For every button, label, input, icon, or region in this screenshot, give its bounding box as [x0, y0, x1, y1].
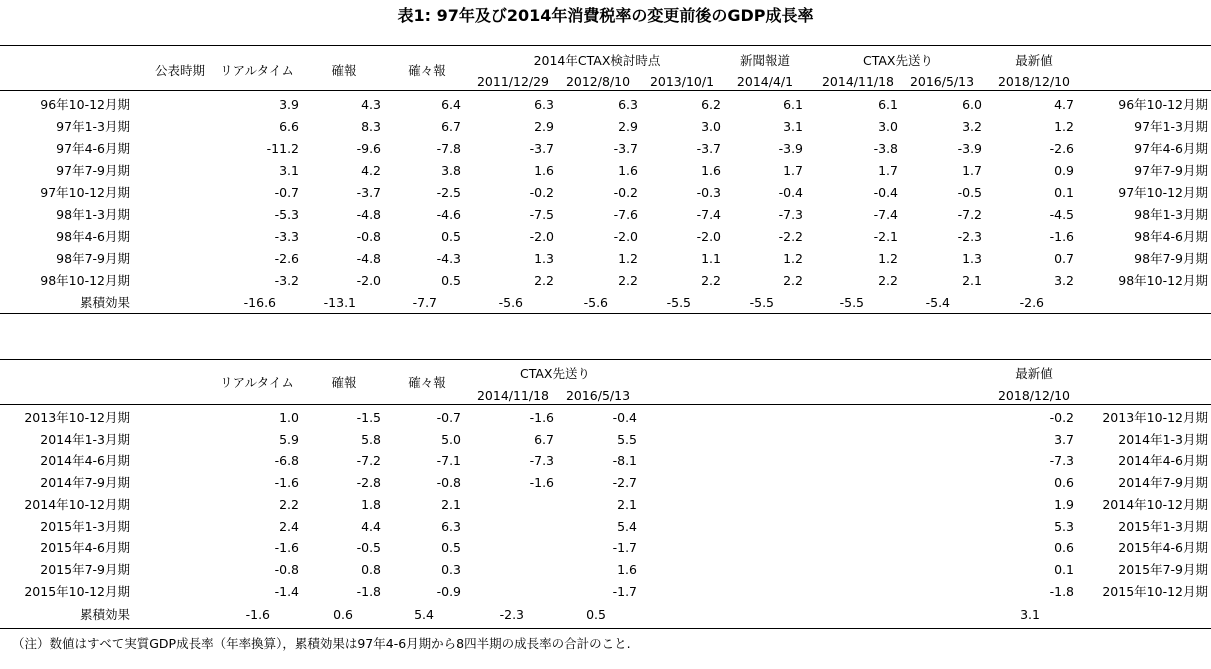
table2-cell: 1.9	[1054, 496, 1074, 512]
table2-top-border	[0, 359, 1211, 360]
table2-cell: 1.8	[361, 496, 381, 512]
table1-cell: 3.1	[783, 119, 803, 134]
table2-cell: -7.1	[436, 453, 461, 469]
table1-row-label: 98年4-6月期	[56, 229, 130, 244]
table1-cell: 1.3	[534, 251, 554, 266]
table1-cell: 1.7	[878, 163, 898, 178]
table1-cell: 3.0	[701, 119, 721, 134]
table2-cumulative-cell: 0.5	[586, 607, 606, 622]
table2-cell: 6.7	[534, 431, 554, 447]
table1-cell: 2.2	[783, 273, 803, 288]
table1-cell: -7.6	[613, 207, 638, 222]
table2-cell: 5.3	[1054, 518, 1074, 534]
table1-cell: -3.2	[274, 273, 299, 288]
table2-row-label-right: 2015年1-3月期	[1118, 518, 1208, 534]
table1-cell: 1.1	[701, 251, 721, 266]
table1-cell: 4.7	[1054, 97, 1074, 112]
table1-cell: -4.8	[356, 207, 381, 222]
table2-cell: 1.0	[279, 410, 299, 425]
table1-row-label-right: 97年4-6月期	[1134, 141, 1208, 156]
table1-cell: -3.7	[529, 141, 554, 156]
table1-cell: 6.1	[878, 97, 898, 112]
table2-cumulative-cell: 0.6	[333, 607, 353, 622]
table1-cell: -0.7	[274, 185, 299, 200]
table1-cell: -0.2	[529, 185, 554, 200]
table1-cumulative-cell: -5.5	[839, 295, 864, 310]
table2-cell: -1.7	[612, 583, 637, 599]
table1-cumulative-cell: -5.6	[498, 295, 523, 310]
table2-date-0: 2014/11/18	[476, 388, 550, 403]
table1-cell: 0.5	[441, 273, 461, 288]
table2-row-label-right: 2015年10-12月期	[1102, 583, 1208, 599]
table1-cumulative-cell: -5.5	[666, 295, 691, 310]
table2-cell: -2.7	[612, 475, 637, 491]
table1-cell: 1.7	[962, 163, 982, 178]
table1-cell: 1.3	[962, 251, 982, 266]
table2-row-label: 2013年10-12月期	[24, 410, 130, 425]
table1-row-label-right: 97年10-12月期	[1118, 185, 1208, 200]
table1-header-latest: 最新値	[1015, 53, 1053, 68]
table2-cell: -0.8	[436, 475, 461, 491]
table1-cell: -7.3	[778, 207, 803, 222]
table2-cell: -1.8	[1049, 583, 1074, 599]
table1-cell: -1.6	[1049, 229, 1074, 244]
table1-cell: 2.2	[701, 273, 721, 288]
table2-cell: -6.8	[274, 453, 299, 469]
table2-cell: 2.1	[617, 496, 637, 512]
table1-row-label-right: 97年7-9月期	[1134, 163, 1208, 178]
table1-cell: 2.9	[618, 119, 638, 134]
table1-row-label: 98年1-3月期	[56, 207, 130, 222]
table1-cell: -2.0	[529, 229, 554, 244]
table1-row-label-right: 98年1-3月期	[1134, 207, 1208, 222]
table1-cell: -4.6	[436, 207, 461, 222]
table2-cell: -0.7	[436, 410, 461, 425]
table1-cell: 3.2	[962, 119, 982, 134]
table1-cell: -3.7	[613, 141, 638, 156]
table2-cumulative-label: 累積効果	[79, 607, 130, 622]
table1-cumulative-cell: -5.6	[583, 295, 608, 310]
table1-row-label: 98年10-12月期	[40, 273, 130, 288]
table1-cell: 1.7	[783, 163, 803, 178]
table2-cell: -1.6	[274, 475, 299, 491]
table2-cell: 1.6	[617, 561, 637, 577]
table1-date-4: 2014/11/18	[821, 74, 895, 89]
table2-cell: 4.4	[361, 518, 381, 534]
table1-cell: -2.3	[957, 229, 982, 244]
table1-cell: 0.5	[441, 229, 461, 244]
table1-row-label: 98年7-9月期	[56, 251, 130, 266]
table1-date-0: 2011/12/29	[476, 74, 550, 89]
table1-cell: 1.6	[534, 163, 554, 178]
table1-row-label: 96年10-12月期	[40, 97, 130, 112]
table1-row-label: 97年1-3月期	[56, 119, 130, 134]
table2-row-label-right: 2013年10-12月期	[1102, 410, 1208, 425]
table1-header-kakuho: 確報	[331, 63, 357, 78]
table2-cell: 5.8	[361, 431, 381, 447]
table2-cell: 3.7	[1054, 431, 1074, 447]
table1-header-period: 公表時期	[154, 63, 205, 78]
table1-cell: -2.1	[873, 229, 898, 244]
table2-header-kakukaku: 確々報	[408, 375, 446, 390]
table1-cell: 4.2	[361, 163, 381, 178]
table1-cell: -9.6	[356, 141, 381, 156]
table2-date-2: 2018/12/10	[997, 388, 1071, 403]
table1-cell: 1.2	[783, 251, 803, 266]
table1-cell: -2.0	[613, 229, 638, 244]
table1-cell: 2.9	[534, 119, 554, 134]
table2-bottom-border	[0, 628, 1211, 629]
table1-cumulative-cell: -5.4	[925, 295, 950, 310]
table1-cell: 2.2	[878, 273, 898, 288]
table2-row-label: 2015年7-9月期	[40, 561, 130, 577]
table1-cell: -3.8	[873, 141, 898, 156]
table1-header-border	[0, 90, 1211, 91]
table2-row-label: 2014年1-3月期	[40, 431, 130, 447]
table2-cell: -1.4	[274, 583, 299, 599]
table1-cell: -7.4	[873, 207, 898, 222]
table2-cell: -0.4	[612, 410, 637, 425]
table2-cell: -8.1	[612, 453, 637, 469]
table2-header-border	[0, 404, 1211, 405]
table1-date-6: 2018/12/10	[997, 74, 1071, 89]
table1-cell: -2.0	[696, 229, 721, 244]
table1-cell: 1.2	[618, 251, 638, 266]
table2-cell: -0.5	[356, 540, 381, 556]
table2-row-label-right: 2015年7-9月期	[1118, 561, 1208, 577]
table1-cell: -0.4	[778, 185, 803, 200]
table1-date-1: 2012/8/10	[565, 74, 631, 89]
table1-cell: -7.2	[957, 207, 982, 222]
table2-cumulative-cell: -2.3	[499, 607, 524, 622]
table2-row-label-right: 2014年4-6月期	[1118, 453, 1208, 469]
table1-date-2: 2013/10/1	[649, 74, 715, 89]
table2-row-label: 2015年1-3月期	[40, 518, 130, 534]
document-title: 表1: 97年及び2014年消費税率の変更前後のGDP成長率	[397, 6, 814, 25]
table1-cell: 0.7	[1054, 251, 1074, 266]
table2-cell: -1.6	[529, 475, 554, 491]
table1-cell: 2.2	[534, 273, 554, 288]
table2-cell: -0.9	[436, 583, 461, 599]
table2-cell: 2.1	[441, 496, 461, 512]
table1-header-realtime: リアルタイム	[220, 63, 294, 78]
table1-cell: -0.8	[356, 229, 381, 244]
table2-cell: 0.6	[1054, 475, 1074, 491]
table1-row-label: 97年4-6月期	[56, 141, 130, 156]
table1-cell: 6.3	[618, 97, 638, 112]
table1-row-label: 97年10-12月期	[40, 185, 130, 200]
table2-cell: -2.8	[356, 475, 381, 491]
table2-cell: 0.8	[361, 561, 381, 577]
table2-row-label: 2014年7-9月期	[40, 475, 130, 491]
table1-cell: -7.5	[529, 207, 554, 222]
table1-row-label-right: 98年7-9月期	[1134, 251, 1208, 266]
table2-header-kakuho: 確報	[331, 375, 357, 390]
table1-cell: 3.1	[279, 163, 299, 178]
table1-cell: 3.9	[279, 97, 299, 112]
table1-cumulative-cell: -7.7	[412, 295, 437, 310]
table2-cumulative-cell: -1.6	[245, 607, 270, 622]
table1-cell: 6.7	[441, 119, 461, 134]
table1-cell: 4.3	[361, 97, 381, 112]
table1-cell: -0.4	[873, 185, 898, 200]
table1-cumulative-cell: -2.6	[1019, 295, 1044, 310]
table2-header-latest: 最新値	[1015, 366, 1053, 381]
table1-cell: 6.0	[962, 97, 982, 112]
table1-top-border	[0, 45, 1211, 46]
table2-cell: 0.1	[1054, 561, 1074, 577]
table2-row-label: 2015年10-12月期	[24, 583, 130, 599]
table2-cell: 2.4	[279, 518, 299, 534]
table1-cell: 6.2	[701, 97, 721, 112]
table2-cell: -1.7	[612, 540, 637, 556]
table2-cell: -1.8	[356, 583, 381, 599]
table2-cell: -1.6	[529, 410, 554, 425]
table2-cell: -7.3	[1049, 453, 1074, 469]
table1-bottom-border	[0, 313, 1211, 314]
table2-row-label-right: 2014年10-12月期	[1102, 496, 1208, 512]
table2-cell: -7.2	[356, 453, 381, 469]
table2-cell: 5.9	[279, 431, 299, 447]
table1-cell: 0.9	[1054, 163, 1074, 178]
table1-cell: -3.7	[696, 141, 721, 156]
table1-cell: 2.2	[618, 273, 638, 288]
table1-cell: 6.6	[279, 119, 299, 134]
table2-header-realtime: リアルタイム	[220, 375, 294, 390]
table1-cell: -4.5	[1049, 207, 1074, 222]
table2-row-label-right: 2015年4-6月期	[1118, 540, 1208, 556]
table2-cell: 5.5	[617, 431, 637, 447]
table1-cell: -7.8	[436, 141, 461, 156]
table1-cell: 6.3	[534, 97, 554, 112]
table1-row-label: 97年7-9月期	[56, 163, 130, 178]
table2-cell: 0.6	[1054, 540, 1074, 556]
table2-date-1: 2016/5/13	[565, 388, 631, 403]
table1-cell: 3.0	[878, 119, 898, 134]
table2-cumulative-cell: 5.4	[414, 607, 434, 622]
table1-cell: -2.2	[778, 229, 803, 244]
table1-cell: -2.6	[274, 251, 299, 266]
table1-cumulative-cell: -5.5	[749, 295, 774, 310]
table1-cell: 1.2	[878, 251, 898, 266]
table1-date-3: 2014/4/1	[736, 74, 794, 89]
table1-cell: -3.9	[778, 141, 803, 156]
table1-cell: 1.6	[701, 163, 721, 178]
table2-row-label-right: 2014年7-9月期	[1118, 475, 1208, 491]
table1-cell: 6.4	[441, 97, 461, 112]
table1-cell: -3.3	[274, 229, 299, 244]
table1-cell: 1.2	[1054, 119, 1074, 134]
table2-row-label: 2014年4-6月期	[40, 453, 130, 469]
table2-cell: 5.4	[617, 518, 637, 534]
table1-cell: 1.6	[618, 163, 638, 178]
table1-cell: 6.1	[783, 97, 803, 112]
table1-cell: -2.0	[356, 273, 381, 288]
table2-row-label: 2015年4-6月期	[40, 540, 130, 556]
table2-row-label-right: 2014年1-3月期	[1118, 431, 1208, 447]
table2-cell: 2.2	[279, 496, 299, 512]
table1-row-label-right: 98年4-6月期	[1134, 229, 1208, 244]
table1-row-label-right: 97年1-3月期	[1134, 119, 1208, 134]
table1-cumulative-cell: -16.6	[243, 295, 276, 310]
table1-cell: -0.2	[613, 185, 638, 200]
table1-cell: -4.8	[356, 251, 381, 266]
table2-cell: -1.6	[274, 540, 299, 556]
table2-cell: -7.3	[529, 453, 554, 469]
table1-cell: 2.1	[962, 273, 982, 288]
table1-cell: -5.3	[274, 207, 299, 222]
table1-cell: -7.4	[696, 207, 721, 222]
table1-cell: -11.2	[266, 141, 299, 156]
table1-cell: -3.9	[957, 141, 982, 156]
table2-cell: -1.5	[356, 410, 381, 425]
table1-row-label-right: 96年10-12月期	[1118, 97, 1208, 112]
table2-cell: -0.8	[274, 561, 299, 577]
table1-cell: -0.5	[957, 185, 982, 200]
table2-row-label: 2014年10-12月期	[24, 496, 130, 512]
table2-cell: 6.3	[441, 518, 461, 534]
table1-header-2014ctax: 2014年CTAX検討時点	[533, 53, 661, 68]
table1-date-5: 2016/5/13	[909, 74, 975, 89]
table1-cell: -0.3	[696, 185, 721, 200]
table1-cell: 8.3	[361, 119, 381, 134]
table1-cumulative-cell: -13.1	[323, 295, 356, 310]
table1-cell: 3.2	[1054, 273, 1074, 288]
table1-cumulative-label: 累積効果	[79, 295, 130, 310]
table2-cumulative-cell: 3.1	[1020, 607, 1040, 622]
table1-cell: -2.6	[1049, 141, 1074, 156]
footnote: （注）数値はすべて実質GDP成長率（年率換算），累積効果は97年4-6月期から8四半期の成長率の合計のこと.	[12, 636, 631, 651]
table2-cell: -0.2	[1049, 410, 1074, 425]
table1-row-label-right: 98年10-12月期	[1118, 273, 1208, 288]
table2-cell: 5.0	[441, 431, 461, 447]
table1-header-kakukaku: 確々報	[408, 63, 446, 78]
table1-cell: -2.5	[436, 185, 461, 200]
table1-cell: -3.7	[356, 185, 381, 200]
table1-header-ctax-delay: CTAX先送り	[862, 53, 933, 68]
table2-cell: 0.5	[441, 540, 461, 556]
table1-cell: -4.3	[436, 251, 461, 266]
table1-cell: 3.8	[441, 163, 461, 178]
table2-cell: 0.3	[441, 561, 461, 577]
table1-header-news: 新聞報道	[739, 53, 790, 68]
table1-cell: 0.1	[1054, 185, 1074, 200]
table2-header-ctax-delay: CTAX先送り	[519, 366, 590, 381]
